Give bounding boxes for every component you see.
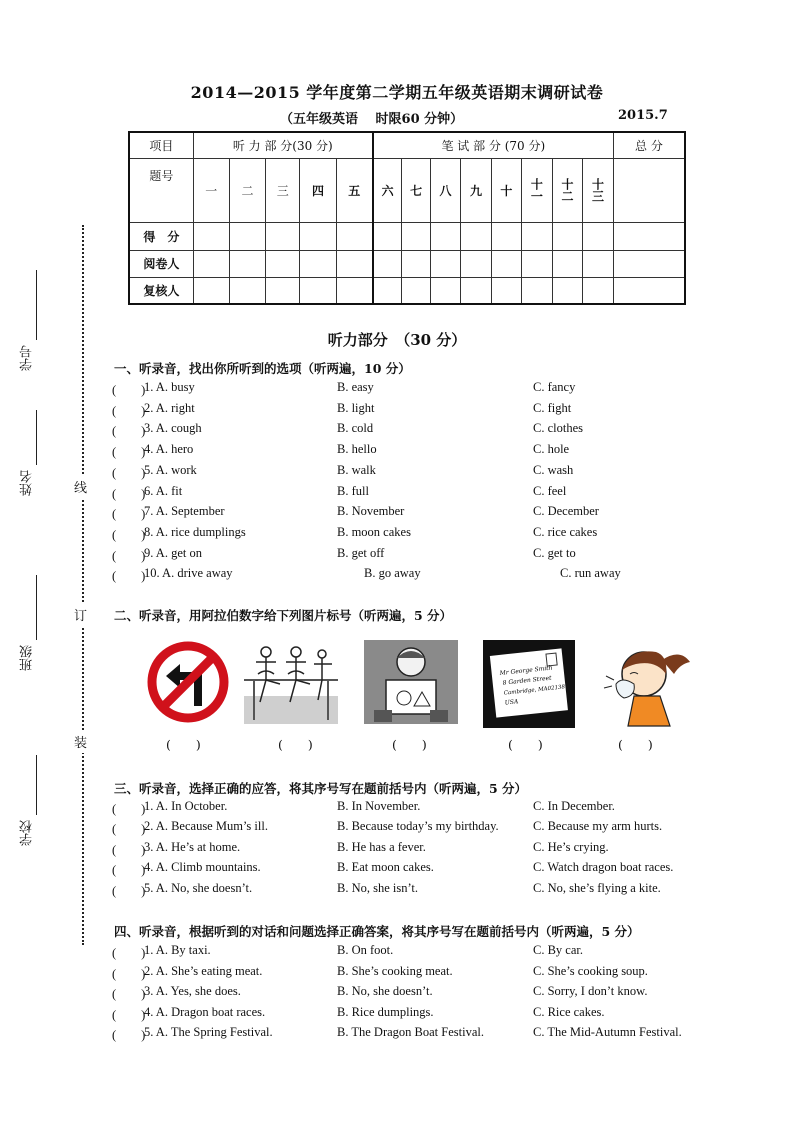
answer-blank[interactable]: ( ) — [112, 946, 146, 960]
question-row — [112, 799, 752, 817]
header-item: 项目 — [129, 132, 193, 158]
option-a: 5. A. work — [144, 462, 197, 477]
option-b: B. easy — [337, 380, 374, 394]
option-b: B. On foot. — [337, 943, 394, 957]
num-4: 四 — [300, 158, 336, 222]
answer-blank[interactable]: ( ) — [112, 486, 146, 501]
row-label-tihao: 题号 — [129, 158, 193, 222]
option-a: 6. A. fit — [144, 483, 183, 498]
exam-title: 2014—2015 学年度第二学期五年级英语期末调研试卷 — [190, 83, 604, 102]
num-3: 三 — [266, 158, 300, 222]
option-b: B. The Dragon Boat Festival. — [337, 1025, 484, 1040]
answer-blank[interactable]: ( ) — [112, 465, 146, 480]
option-a: 8. A. rice dumplings — [144, 524, 246, 539]
question-row — [112, 484, 752, 502]
option-b: B. cold — [337, 421, 374, 436]
option-a: 1. A. By taxi. — [144, 943, 211, 957]
score-table — [128, 131, 686, 305]
option-b: B. November — [337, 504, 405, 519]
envelope-line-2: 8 Garden Street — [502, 674, 552, 687]
option-a: 10. A. drive away — [144, 566, 233, 581]
envelope-line-1: Mr George Smith — [499, 664, 553, 677]
girl-sneezing-image — [600, 640, 696, 728]
option-a: 1. A. busy — [144, 380, 195, 394]
answer-blank[interactable]: ( ) — [112, 1028, 146, 1043]
picture-5-answer[interactable]: ( ) — [618, 737, 653, 752]
question-row — [112, 819, 752, 837]
option-a: 2. A. She’s eating meat. — [144, 963, 263, 978]
option-c: C. He’s crying. — [533, 839, 609, 854]
question-row — [112, 860, 752, 878]
envelope-line-4: USA — [504, 698, 519, 707]
envelope-image — [483, 640, 579, 728]
answer-blank[interactable]: ( ) — [112, 403, 146, 418]
option-b: B. moon cakes — [337, 524, 411, 539]
question-row — [112, 401, 752, 419]
answer-blank[interactable]: ( ) — [112, 883, 146, 898]
option-b: B. walk — [337, 462, 376, 477]
num-11: 十一 — [522, 158, 553, 222]
option-a: 2. A. right — [144, 400, 195, 415]
label-zhuang: 装 — [74, 730, 87, 753]
listening-section-heading: 听力部分 （30 分） — [327, 331, 467, 349]
picture-2-answer[interactable]: ( ) — [278, 737, 313, 752]
question-row — [112, 984, 752, 1002]
answer-blank[interactable]: ( ) — [112, 569, 146, 584]
row-label-defen: 得 分 — [129, 222, 193, 250]
question-row — [112, 504, 752, 522]
question-row — [112, 442, 752, 460]
answer-blank[interactable]: ( ) — [112, 802, 146, 816]
option-c: C. Sorry, I don’t know. — [533, 984, 648, 999]
row-label-yuejuan: 阅卷人 — [129, 250, 193, 277]
envelope-line-3: Cambridge, MA02138 — [503, 684, 566, 697]
boy-with-picture-image — [364, 640, 460, 728]
num-1: 一 — [193, 158, 229, 222]
option-c: C. fight — [533, 400, 572, 415]
option-c: C. rice cakes — [533, 524, 598, 539]
option-b: B. go away — [364, 566, 421, 581]
header-listening: 听 力 部 分(30 分) — [193, 132, 373, 158]
section-2-pictures — [140, 640, 700, 750]
label-xuehao: 学号 — [20, 345, 35, 371]
option-b: B. In November. — [337, 799, 421, 813]
option-a: 3. A. He’s at home. — [144, 839, 241, 854]
label-ding: 订 — [74, 603, 87, 626]
answer-blank[interactable]: ( ) — [112, 822, 146, 837]
option-a: 4. A. Dragon boat races. — [144, 1004, 266, 1019]
label-xingming: 姓名 — [20, 470, 35, 496]
option-c: C. clothes — [533, 421, 583, 436]
label-xuexiao: 学校 — [20, 820, 35, 846]
label-xian: 线 — [74, 475, 87, 498]
option-c: C. run away — [560, 566, 621, 581]
num-6: 六 — [373, 158, 402, 222]
option-c: C. wash — [533, 462, 574, 477]
header-total: 总 分 — [613, 132, 685, 158]
label-banji: 班级 — [20, 645, 35, 671]
option-b: B. He has a fever. — [337, 839, 426, 854]
option-c: C. hole — [533, 442, 570, 457]
option-b: B. light — [337, 400, 375, 415]
answer-blank[interactable]: ( ) — [112, 445, 146, 460]
header-written: 笔 试 部 分 (70 分) — [373, 132, 613, 158]
answer-blank[interactable]: ( ) — [112, 863, 146, 878]
option-b: B. Because today’s my birthday. — [337, 819, 499, 834]
num-12: 十二 — [552, 158, 583, 222]
question-row — [112, 380, 752, 398]
num-7: 七 — [402, 158, 430, 222]
question-row — [112, 566, 752, 584]
question-row — [112, 1005, 752, 1023]
option-c: C. She’s cooking soup. — [533, 963, 648, 978]
section-3-title: 三、听录音，选择正确的应答，将其序号写在题前括号内（听两遍，5 分） — [114, 781, 528, 796]
num-8: 八 — [430, 158, 460, 222]
question-row — [112, 546, 752, 564]
answer-blank[interactable]: ( ) — [112, 987, 146, 1002]
option-c: C. Rice cakes. — [533, 1004, 605, 1019]
question-row — [112, 525, 752, 543]
row-label-fuhe: 复核人 — [129, 277, 193, 304]
question-row — [112, 1025, 752, 1043]
question-row — [112, 943, 752, 961]
section-1-title: 一、听录音，找出你所听到的选项（听两遍，10 分） — [114, 361, 411, 376]
option-c: C. In December. — [533, 799, 615, 813]
option-b: B. hello — [337, 442, 377, 457]
no-left-turn-sign-image — [146, 640, 242, 728]
answer-blank[interactable]: ( ) — [112, 507, 146, 522]
exam-subtitle: （五年级英语 时限60 分钟） — [280, 112, 464, 127]
num-5: 五 — [336, 158, 373, 222]
option-c: C. feel — [533, 483, 567, 498]
section-4-title: 四、听录音，根据听到的对话和问题选择正确答案，将其序号写在题前括号内（听两遍，5 分） — [114, 924, 640, 939]
answer-blank[interactable]: ( ) — [112, 966, 146, 981]
option-b: B. She’s cooking meat. — [337, 963, 453, 978]
question-row — [112, 881, 752, 899]
option-a: 4. A. Climb mountains. — [144, 860, 261, 875]
option-c: C. Because my arm hurts. — [533, 819, 663, 834]
option-a: 2. A. Because Mum’s ill. — [144, 819, 268, 834]
answer-blank[interactable]: ( ) — [112, 548, 146, 563]
num-10: 十 — [491, 158, 521, 222]
answer-blank[interactable]: ( ) — [112, 424, 146, 439]
question-row — [112, 421, 752, 439]
option-a: 3. A. Yes, she does. — [144, 984, 241, 999]
option-b: B. Eat moon cakes. — [337, 860, 434, 875]
total-cell — [613, 158, 685, 222]
answer-blank[interactable]: ( ) — [112, 1007, 146, 1022]
question-row — [112, 840, 752, 858]
answer-blank[interactable]: ( ) — [112, 527, 146, 542]
picture-3-answer[interactable]: ( ) — [392, 737, 427, 752]
dancers-image — [244, 640, 340, 728]
option-b: B. get off — [337, 545, 385, 560]
option-b: B. No, she doesn’t. — [337, 984, 433, 999]
num-9: 九 — [461, 158, 491, 222]
option-c: C. Watch dragon boat races. — [533, 860, 674, 875]
exam-date: 2015.7 — [618, 108, 668, 123]
option-a: 1. A. In October. — [144, 799, 228, 813]
option-a: 4. A. hero — [144, 442, 194, 457]
picture-4-answer[interactable]: ( ) — [508, 737, 543, 752]
option-c: C. get to — [533, 545, 576, 560]
option-c: C. fancy — [533, 380, 576, 394]
question-row — [112, 964, 752, 982]
num-13: 十三 — [583, 158, 614, 222]
option-c: C. By car. — [533, 943, 583, 957]
option-a: 3. A. cough — [144, 421, 202, 436]
question-row — [112, 463, 752, 481]
picture-1-answer[interactable]: ( ) — [166, 737, 201, 752]
num-2: 二 — [229, 158, 265, 222]
option-a: 5. A. No, she doesn’t. — [144, 880, 253, 895]
option-a: 9. A. get on — [144, 545, 202, 560]
option-c: C. No, she’s flying a kite. — [533, 880, 661, 895]
option-c: C. December — [533, 504, 599, 519]
answer-blank[interactable]: ( ) — [112, 383, 146, 397]
answer-blank[interactable]: ( ) — [112, 842, 146, 857]
option-b: B. Rice dumplings. — [337, 1004, 434, 1019]
option-a: 5. A. The Spring Festival. — [144, 1025, 273, 1040]
option-a: 7. A. September — [144, 504, 225, 519]
option-c: C. The Mid-Autumn Festival. — [533, 1025, 682, 1040]
option-b: B. No, she isn’t. — [337, 880, 419, 895]
option-b: B. full — [337, 483, 369, 498]
section-2-title: 二、听录音，用阿拉伯数字给下列图片标号（听两遍，5 分） — [114, 608, 453, 623]
